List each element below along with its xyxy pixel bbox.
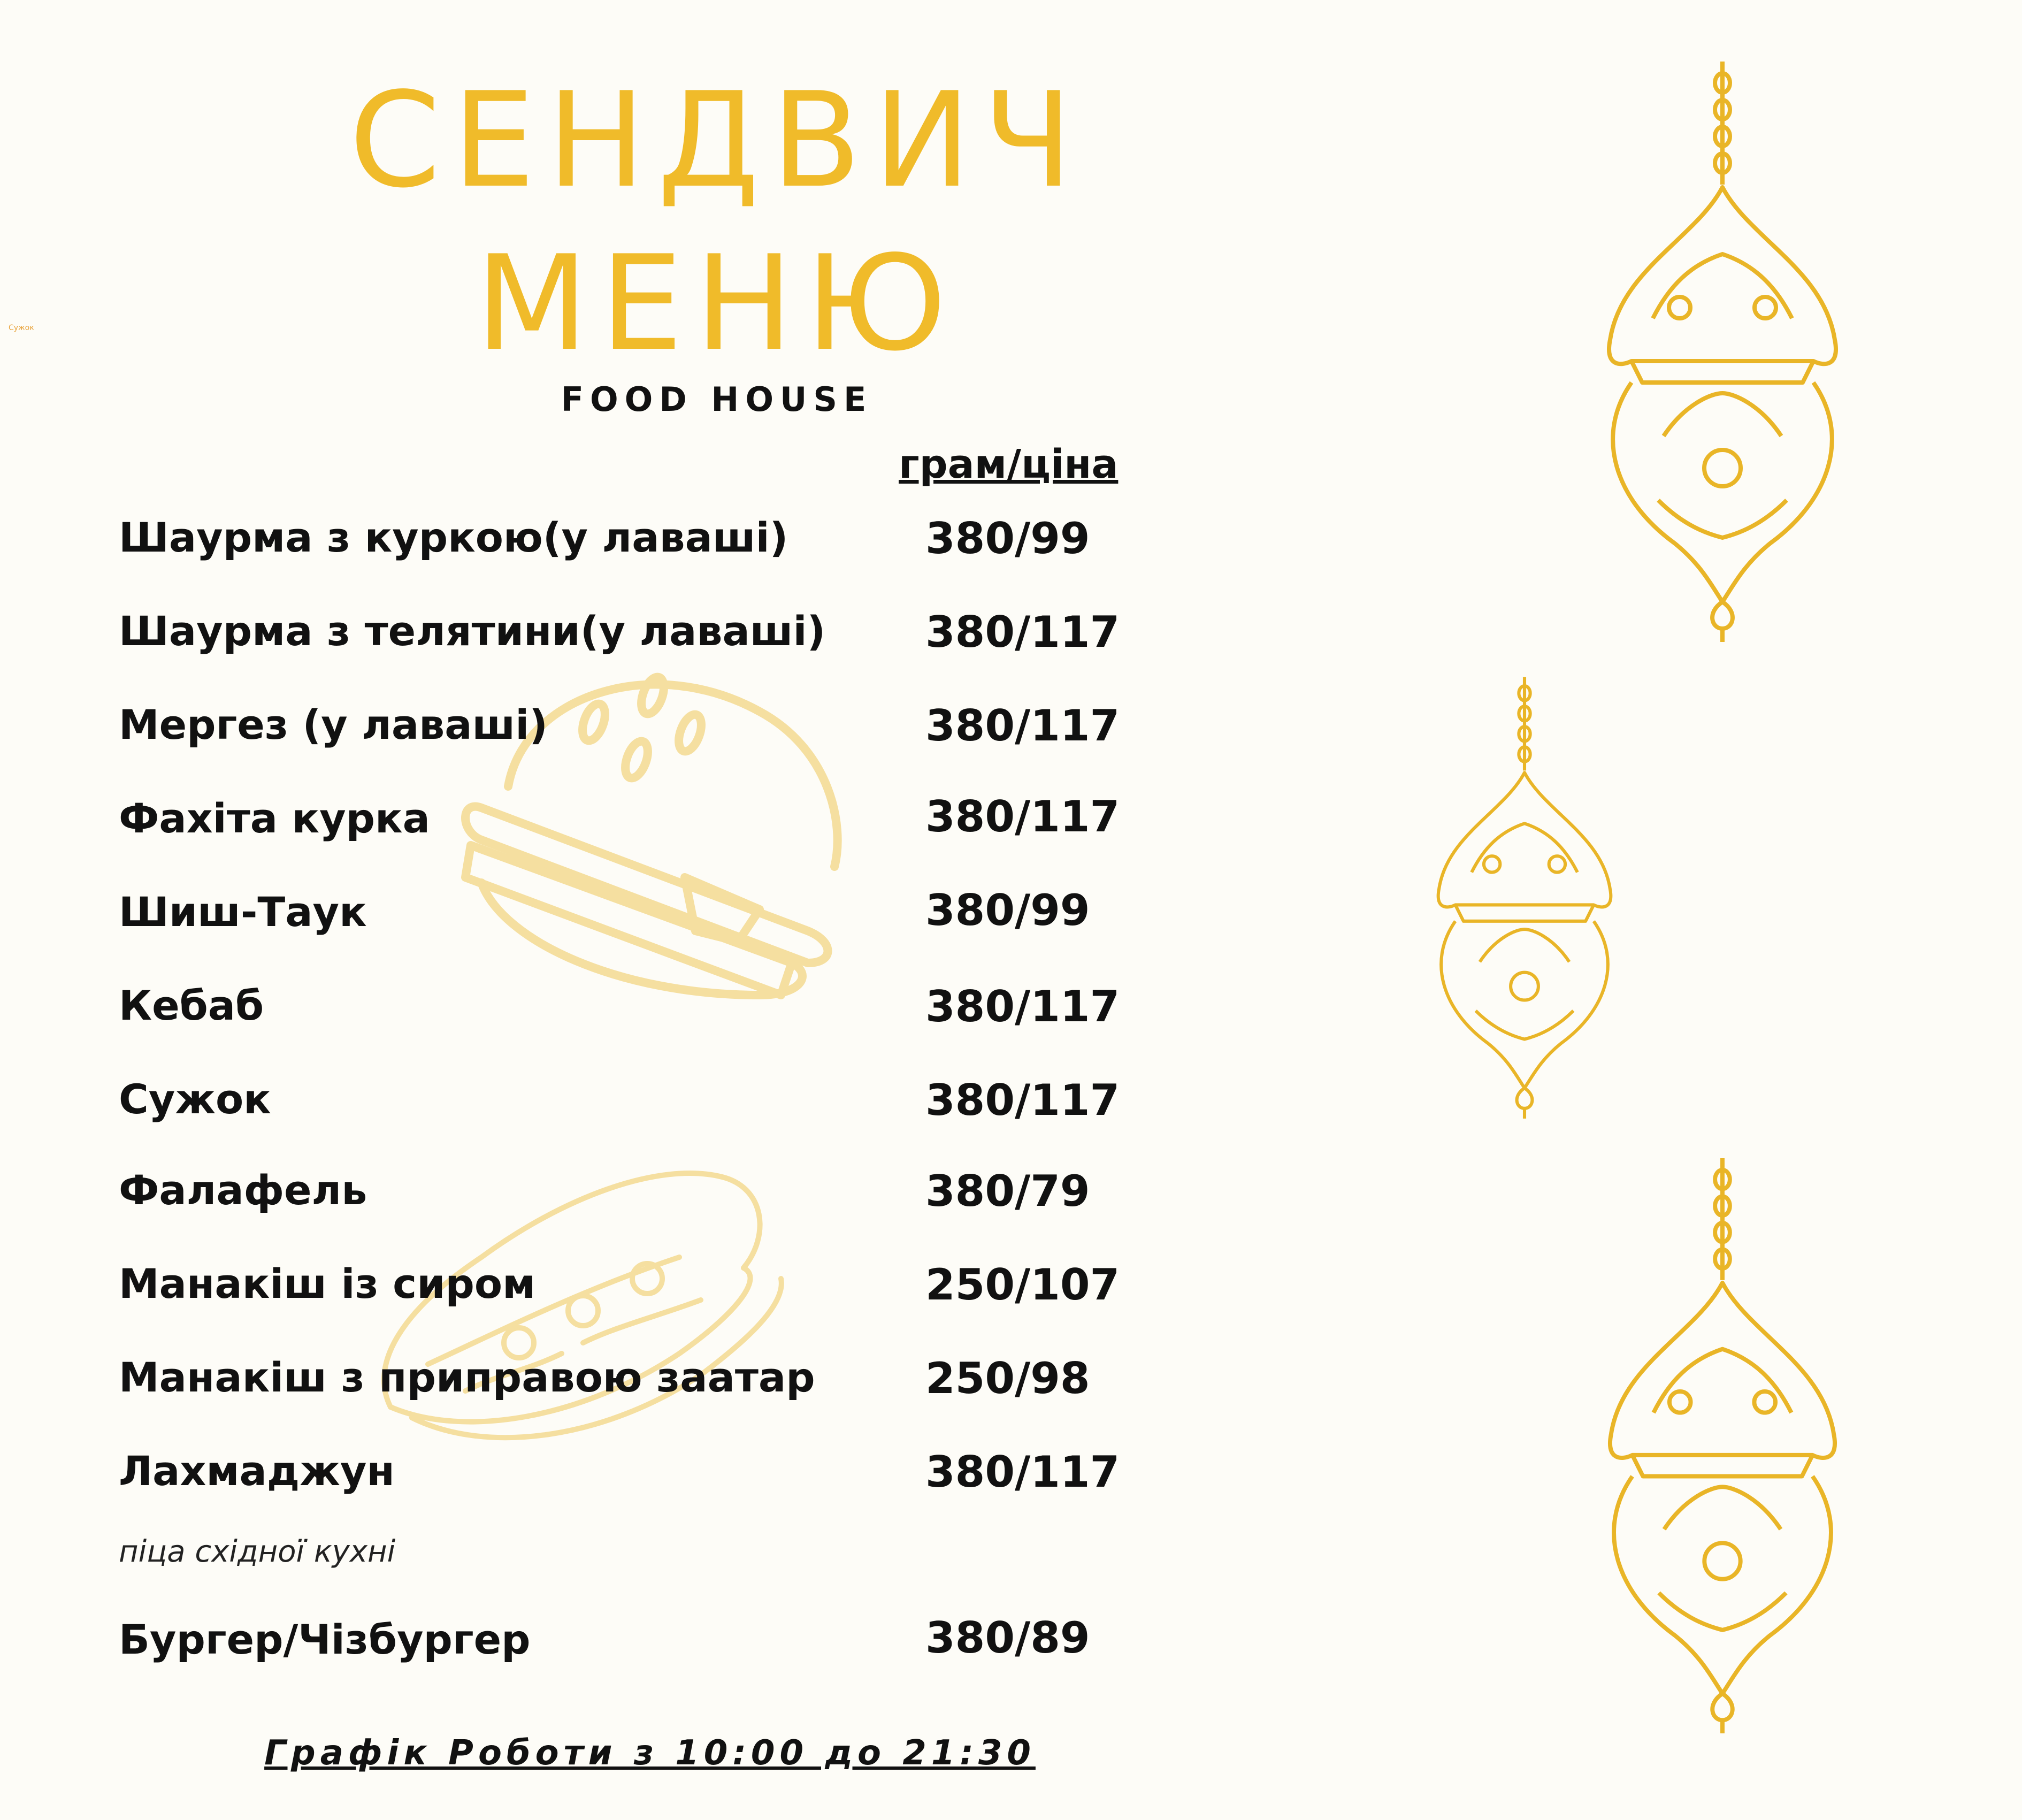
menu-item-name: Манакіш із сиром bbox=[119, 1260, 536, 1307]
menu-item-price: 380/117 bbox=[925, 1447, 1120, 1497]
menu-item-name: Мергез (у лаваші) bbox=[119, 701, 548, 748]
menu-item-name: Сужок bbox=[119, 1075, 271, 1123]
item-note: піца східної кухні bbox=[119, 1534, 396, 1569]
brand-subtitle: FOOD HOUSE bbox=[561, 380, 873, 419]
menu-item-name: Шаурма з телятини(у лаваші) bbox=[119, 607, 826, 655]
menu-title-line1: СЕНДВИЧ bbox=[349, 64, 1085, 217]
menu-item-price: 380/99 bbox=[925, 514, 1090, 563]
menu-item-name: Кебаб bbox=[119, 982, 264, 1029]
menu-item-price: 380/99 bbox=[925, 885, 1090, 935]
menu-item-price: 250/107 bbox=[925, 1260, 1120, 1310]
menu-item-price: 380/79 bbox=[925, 1166, 1090, 1216]
menu-item-price: 380/117 bbox=[925, 607, 1120, 657]
menu-item-price: 380/117 bbox=[925, 1075, 1120, 1125]
menu-item-name: Бургер/Чізбургер bbox=[119, 1616, 531, 1663]
opening-hours: Графік Роботи з 10:00 до 21:30 bbox=[264, 1733, 1036, 1773]
lantern-icon bbox=[1599, 1158, 1845, 1736]
menu-item-price: 380/117 bbox=[925, 792, 1120, 842]
lantern-icon bbox=[1599, 62, 1845, 645]
menu-item-price: 380/117 bbox=[925, 701, 1120, 751]
menu-item-name: Лахмаджун bbox=[119, 1447, 395, 1495]
menu-item-name: Шаурма з куркою(у лаваші) bbox=[119, 514, 788, 561]
weight-price-header: грам/ціна bbox=[899, 441, 1119, 487]
menu-item-name: Фалафель bbox=[119, 1166, 367, 1214]
menu-item-price: 380/89 bbox=[925, 1613, 1090, 1663]
menu-item-name: Шиш-Таук bbox=[119, 888, 367, 936]
lantern-icon bbox=[1431, 671, 1618, 1126]
menu-item-name: Фахіта курка bbox=[119, 794, 430, 842]
menu-item-price: 250/98 bbox=[925, 1353, 1090, 1403]
menu-item-price: 380/117 bbox=[925, 982, 1120, 1031]
side-label: Сужок bbox=[9, 324, 34, 332]
menu-item-name: Манакіш з приправою заатар bbox=[119, 1353, 815, 1401]
menu-title-line2: МЕНЮ bbox=[475, 227, 959, 380]
